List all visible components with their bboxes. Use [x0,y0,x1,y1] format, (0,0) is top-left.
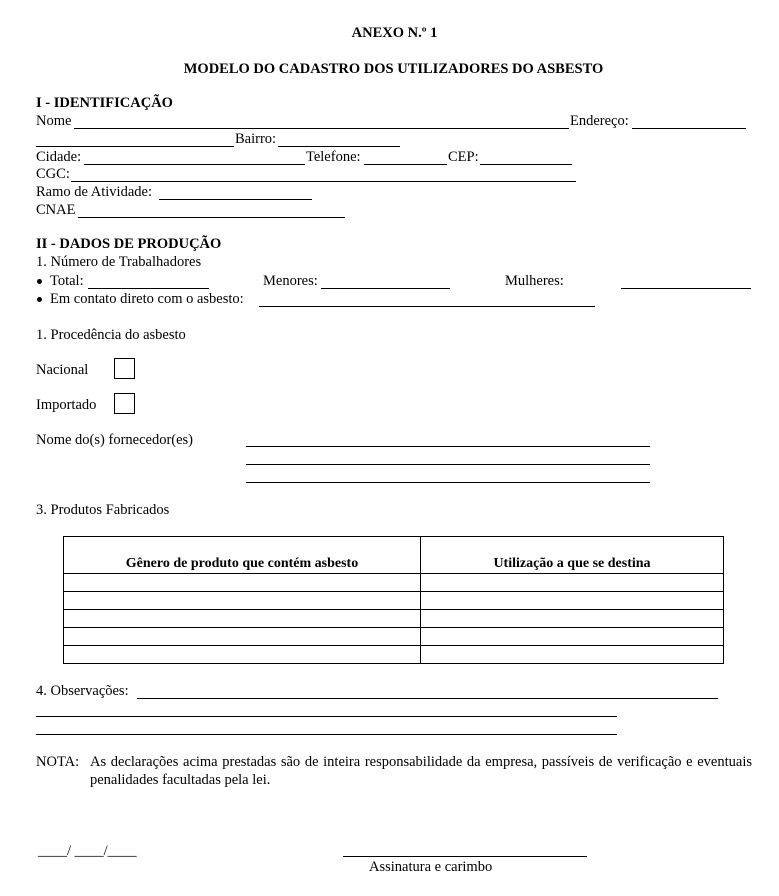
ramo-atividade-label: Ramo de Atividade: [36,184,152,200]
date-field[interactable]: ____/ ____/____ [38,843,137,859]
nota-text: As declarações acima prestadas são de inteira responsabilidade da empresa, passíveis de verificação e eventuais penalidades facultadas pela lei. [90,754,752,788]
form-title: MODELO DO CADASTRO DOS UTILIZADORES DO ASBESTO [183,61,604,77]
menores-label: Menores: [263,273,318,289]
total-field[interactable] [88,288,209,289]
nota-label: NOTA: [36,754,80,770]
total-label: Total: [50,273,84,289]
table-cell[interactable] [421,610,724,628]
cep-label: CEP: [448,149,479,165]
cidade-field[interactable] [84,164,305,165]
observacoes-field-1[interactable] [137,698,718,699]
nome-label: Nome [36,113,72,129]
bairro-field[interactable] [278,146,400,147]
cgc-field[interactable] [71,181,576,182]
endereco-field[interactable] [632,128,746,129]
signature-label: Assinatura e carimbo [369,859,493,875]
section-producao-heading: II - DADOS DE PRODUÇÃO [36,236,222,252]
table-cell[interactable] [64,628,421,646]
table-cell[interactable] [64,592,421,610]
produtos-table [63,536,724,664]
procedencia-label: 1. Procedência do asbesto [36,327,186,343]
cep-field[interactable] [480,164,572,165]
nacional-checkbox[interactable] [114,358,135,379]
telefone-label: Telefone: [306,149,361,165]
table-cell[interactable] [421,592,724,610]
ramo-atividade-field[interactable] [159,199,312,200]
table-row [64,574,724,592]
importado-label: Importado [36,397,97,413]
contato-direto-label: Em contato direto com o asbesto: [50,291,244,307]
bairro-label: Bairro: [235,131,277,147]
cgc-label: CGC: [36,166,70,182]
table-cell[interactable] [421,574,724,592]
fornecedor-field-2[interactable] [246,464,650,465]
table-cell[interactable] [64,646,421,664]
section-identificacao-heading: I - IDENTIFICAÇÃO [36,95,173,111]
table-cell[interactable] [64,574,421,592]
observacoes-label: 4. Observações: [36,683,129,699]
cidade-label: Cidade: [36,149,82,165]
cnae-field[interactable] [78,217,345,218]
endereco-label: Endereço: [570,113,629,129]
table-row [64,610,724,628]
observacoes-field-2[interactable] [36,716,617,717]
importado-checkbox[interactable] [114,393,135,414]
column-header-genero: Gênero de produto que contém asbesto [64,537,421,574]
observacoes-field-3[interactable] [36,734,617,735]
signature-line[interactable] [343,856,587,857]
table-header-row [64,537,724,574]
bullet-icon [37,279,42,284]
mulheres-label: Mulheres: [505,273,564,289]
telefone-field[interactable] [364,164,447,165]
numero-trabalhadores-label: 1. Número de Trabalhadores [36,254,202,270]
nacional-label: Nacional [36,362,89,378]
table-cell[interactable] [421,628,724,646]
produtos-fabricados-label: 3. Produtos Fabricados [36,502,170,518]
bullet-icon [37,297,42,302]
fornecedor-label: Nome do(s) fornecedor(es) [36,432,194,448]
menores-field[interactable] [321,288,450,289]
cnae-label: CNAE [36,202,76,218]
fornecedor-field-1[interactable] [246,446,650,447]
annex-number: ANEXO N.º 1 [351,25,438,41]
nome-field[interactable] [74,128,569,129]
column-header-utilizacao: Utilização a que se destina [421,537,724,574]
table-cell[interactable] [64,610,421,628]
table-cell[interactable] [421,646,724,664]
table-row [64,592,724,610]
fornecedor-field-3[interactable] [246,482,650,483]
table-row [64,628,724,646]
mulheres-field[interactable] [621,288,751,289]
nota-block [36,753,752,789]
endereco-continuation-field[interactable] [36,146,234,147]
contato-direto-field[interactable] [259,306,595,307]
table-row [64,646,724,664]
